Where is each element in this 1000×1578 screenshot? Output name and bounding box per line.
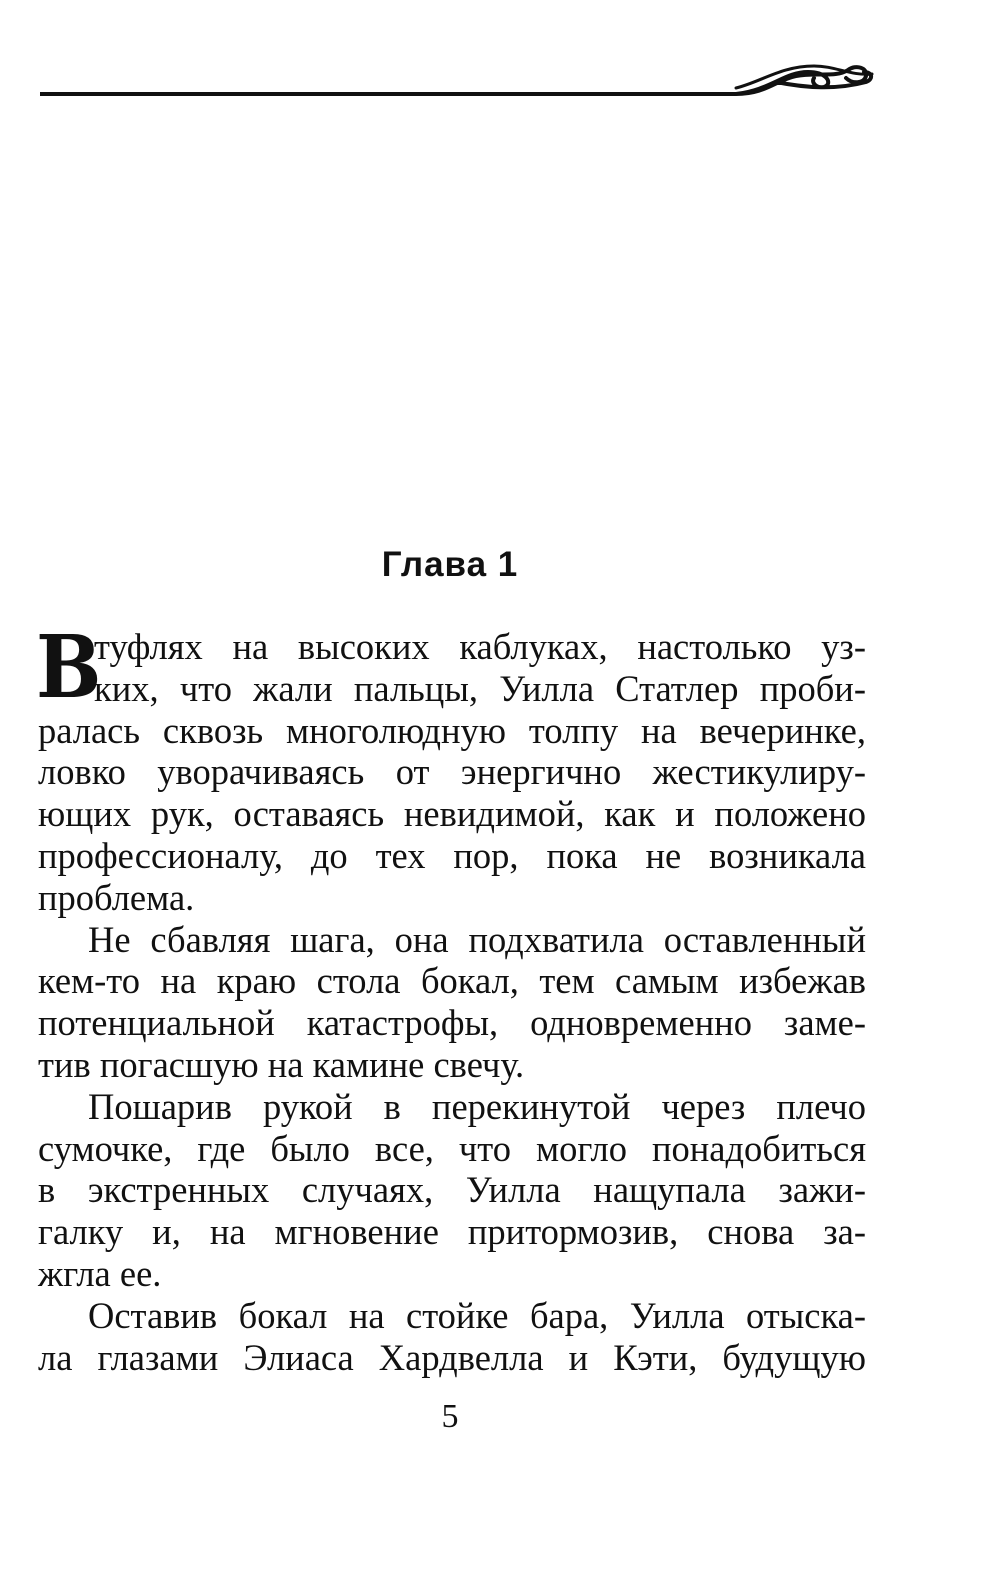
text-line: ющих рук, оставаясь невидимой, как и положено	[38, 793, 866, 835]
text-line: сумочке, где было все, что могло понадобиться	[38, 1127, 866, 1169]
text-line: кем-то на краю стола бокал, тем самым избежав	[38, 960, 866, 1002]
text-line: тив погасшую на камине свечу.	[38, 1043, 525, 1085]
text-line: Не сбавляя шага, она подхватила оставленный	[88, 918, 866, 960]
paragraph	[38, 1086, 866, 1295]
text-line: Пошарив рукой в перекинутой через плечо	[88, 1085, 866, 1127]
drop-cap: В	[36, 617, 102, 718]
text-line: жгла ее.	[38, 1252, 162, 1294]
text-line: ла глазами Элиаса Хардвелла и Кэти, будущую	[38, 1336, 866, 1378]
text-line: галку и, на мгновение притормозив, снова за-	[38, 1211, 866, 1253]
chapter-text	[36, 617, 866, 1378]
text-line: ралась сквозь многолюдную толпу на вечеринке,	[38, 709, 866, 751]
paragraph	[36, 617, 866, 919]
text-line: Оставив бокал на стойке бара, Уилла отыска-	[88, 1294, 866, 1336]
text-line: ких, что жали пальцы, Уилла Статлер проби-	[94, 667, 866, 709]
page-number: 5	[441, 1398, 459, 1435]
ornamental-header-rule	[36, 60, 876, 108]
text-line: проблема.	[38, 876, 195, 918]
text-line: потенциальной катастрофы, одновременно заме-	[38, 1002, 866, 1044]
text-line: в экстренных случаях, Уилла нащупала зажи-	[38, 1169, 866, 1211]
text-line: ловко уворачиваясь от энергично жестикулиру-	[38, 751, 866, 793]
chapter-title: Глава 1	[381, 545, 519, 584]
paragraph	[38, 919, 866, 1086]
text-line: профессионалу, до тех пор, пока не возникала	[38, 834, 866, 876]
text-line: туфлях на высоких каблуках, настолько уз-	[94, 626, 866, 667]
paragraph	[38, 1295, 866, 1379]
